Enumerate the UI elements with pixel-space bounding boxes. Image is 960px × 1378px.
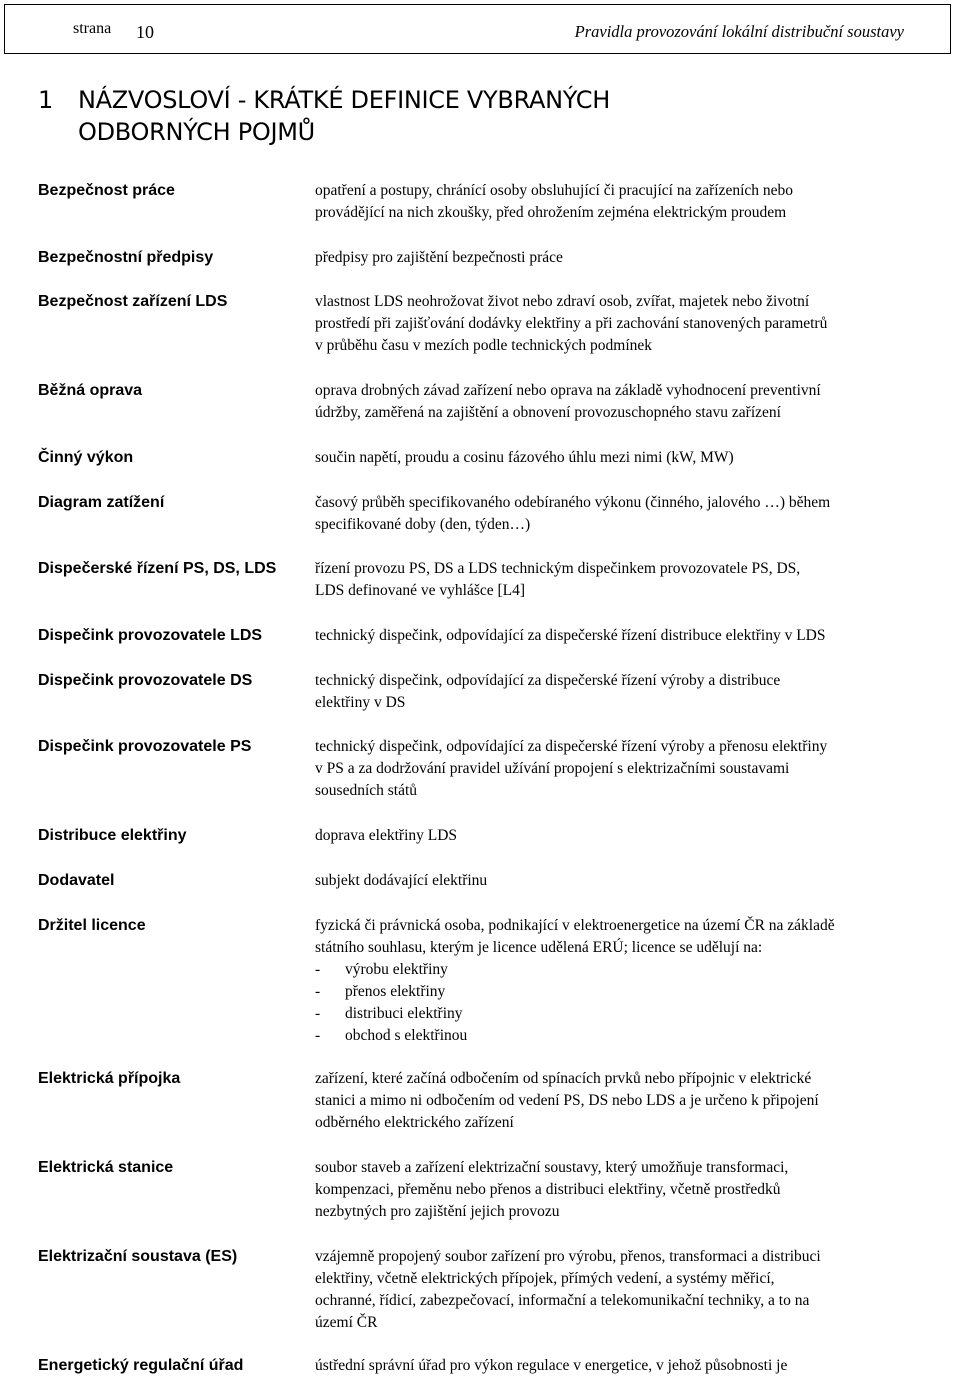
term-elektrizacni-soustava: Elektrizační soustava (ES)	[38, 1248, 238, 1265]
term-energeticky-regulacni-urad: Energetický regulační úřad	[38, 1357, 244, 1374]
term-bezna-oprava: Běžná oprava	[38, 382, 143, 399]
definition	[315, 870, 955, 892]
page-number: 10	[136, 22, 154, 42]
list-dash: -	[315, 961, 321, 978]
definition	[315, 736, 955, 802]
definition-line: LDS definované ve vyhlášce [L4]	[315, 582, 526, 599]
definition-line: oprava drobných závad zařízení nebo oprava na základě vyhodnocení preventivní	[315, 382, 821, 399]
definition-line: prostředí při zajišťování dodávky elektřiny a při zachování stanovených parametrů	[315, 315, 828, 332]
definition	[315, 291, 955, 357]
page-label: strana	[73, 20, 112, 37]
term-dispecink-lds: Dispečink provozovatele LDS	[38, 627, 263, 644]
term-elektricka-pripojka: Elektrická přípojka	[38, 1070, 181, 1087]
definition-line: nezbytných pro zajištění jejich provozu	[315, 1203, 560, 1220]
term-drzitel-licence: Držitel licence	[38, 917, 146, 934]
term-distribuce-elektriny: Distribuce elektřiny	[38, 827, 187, 844]
list-dash: -	[315, 1027, 321, 1044]
definition-line: technický dispečink, odpovídající za dispečerské řízení distribuce elektřiny v LDS	[315, 627, 826, 644]
definition	[315, 825, 955, 847]
definition-line: státního souhlasu, kterým je licence udělená ERÚ; licence se udělují na:	[315, 939, 763, 956]
definition-line: elektřiny, včetně elektrických přípojek, přímých vedení, a systémy měřicí,	[315, 1270, 775, 1287]
definition-line: údržby, zaměřená na zajištění a obnovení provozuschopného stavu zařízení	[315, 404, 781, 421]
definition-line: ústřední správní úřad pro výkon regulace v energetice, v jehož působnosti je	[315, 1357, 788, 1374]
definition-line: stanici a mimo ni odbočením od vedení PS, DS nebo LDS a je určeno k připojení	[315, 1092, 819, 1109]
term-bezpecnost-zarizeni-lds: Bezpečnost zařízení LDS	[38, 293, 228, 310]
definition-line: součin napětí, proudu a cosinu fázového úhlu mezi nimi (kW, MW)	[315, 449, 734, 466]
definition-line: v průběhu času v mezích podle technických podmínek	[315, 337, 653, 354]
definition	[315, 492, 955, 536]
term-dispecerske-rizeni: Dispečerské řízení PS, DS, LDS	[38, 560, 277, 577]
term-diagram-zatizeni: Diagram zatížení	[38, 494, 165, 511]
definition-line: specifikované doby (den, týden…)	[315, 516, 531, 533]
term-bezpecnostni-predpisy: Bezpečnostní předpisy	[38, 249, 214, 266]
list-dash: -	[315, 1005, 321, 1022]
definition-line: technický dispečink, odpovídající za dispečerské řízení výroby a distribuce	[315, 672, 781, 689]
list-item: - distribuci elektřiny	[315, 1003, 955, 1025]
definition	[315, 1068, 955, 1134]
definition	[315, 247, 955, 269]
chapter-title-line1: NÁZVOSLOVÍ - KRÁTKÉ DEFINICE VYBRANÝCH	[78, 86, 610, 114]
list-dash: -	[315, 983, 321, 1000]
definition-line: doprava elektřiny LDS	[315, 827, 458, 844]
definition	[315, 1246, 955, 1334]
definition-line: sousedních států	[315, 782, 418, 799]
term-dispecink-ds: Dispečink provozovatele DS	[38, 672, 253, 689]
list-item: - obchod s elektřinou	[315, 1025, 955, 1047]
chapter-number: 1	[38, 86, 53, 114]
definition	[315, 180, 955, 224]
definition-line: vlastnost LDS neohrožovat život nebo zdraví osob, zvířat, majetek nebo životní	[315, 293, 810, 310]
definition-line: kompenzaci, přeměnu nebo přenos a distribuci elektřiny, včetně prostředků	[315, 1181, 781, 1198]
definition	[315, 670, 955, 714]
definition	[315, 625, 955, 647]
definition	[315, 1355, 955, 1377]
definition	[315, 558, 955, 602]
definition-line: zařízení, které začíná odbočením od spínacích prvků nebo přípojnic v elektrické	[315, 1070, 812, 1087]
definition-line: fyzická či právnická osoba, podnikající v elektroenergetice na území ČR na základě	[315, 917, 835, 934]
document-title: Pravidla provozování lokální distribuční soustavy	[574, 22, 904, 41]
list-item: - přenos elektřiny	[315, 981, 955, 1003]
list-item: - výrobu elektřiny	[315, 959, 955, 981]
chapter-heading	[38, 84, 938, 148]
term-elektricka-stanice: Elektrická stanice	[38, 1159, 174, 1176]
definition-line: elektřiny v DS	[315, 694, 406, 711]
definition-line: opatření a postupy, chránící osoby obsluhující či pracující na zařízeních nebo	[315, 182, 794, 199]
definition-line: řízení provozu PS, DS a LDS technickým dispečinkem provozovatele PS, DS,	[315, 560, 801, 577]
definition-line: časový průběh specifikovaného odebíraného výkonu (činného, jalového …) během	[315, 494, 831, 511]
page-header	[4, 4, 951, 54]
definition	[315, 447, 955, 469]
term-cinny-vykon: Činný výkon	[38, 449, 134, 466]
definition-line: území ČR	[315, 1314, 378, 1331]
chapter-title-line2: ODBORNÝCH POJMŮ	[78, 118, 315, 146]
definition-line: technický dispečink, odpovídající za dispečerské řízení výroby a přenosu elektřiny	[315, 738, 828, 755]
term-dodavatel: Dodavatel	[38, 872, 115, 889]
definition-line: soubor staveb a zařízení elektrizační soustavy, který umožňuje transformaci,	[315, 1159, 789, 1176]
definition-line: odběrného elektrického zařízení	[315, 1114, 514, 1131]
definition	[315, 915, 955, 1047]
definition-line: subjekt dodávající elektřinu	[315, 872, 488, 889]
definition-line: vzájemně propojený soubor zařízení pro výrobu, přenos, transformaci a distribuci	[315, 1248, 821, 1265]
definition-line: předpisy pro zajištění bezpečnosti práce	[315, 249, 563, 266]
term-dispecink-ps: Dispečink provozovatele PS	[38, 738, 252, 755]
definition	[315, 1157, 955, 1223]
definition	[315, 380, 955, 424]
definition-line: v PS a za dodržování pravidel užívání propojení s elektrizačními soustavami	[315, 760, 790, 777]
term-bezpecnost-prace: Bezpečnost práce	[38, 182, 175, 199]
definition-line: provádějící na nich zkoušky, před ohrožením zejména elektrickým proudem	[315, 204, 787, 221]
definition-line: ochranné, řídicí, zabezpečovací, informační a telekomunikační techniky, a to na	[315, 1292, 810, 1309]
